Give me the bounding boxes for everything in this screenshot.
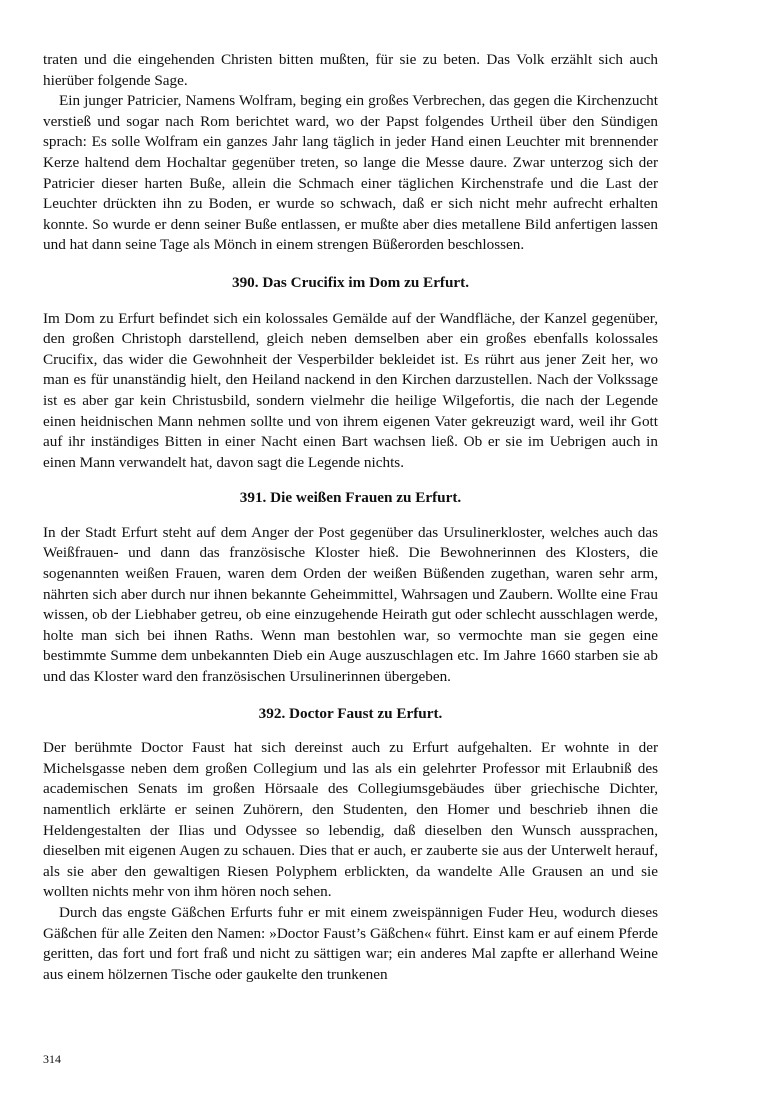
paragraph-faust-alley: Durch das engste Gäßchen Erfurts fuhr er mit einem zweispännigen Fuder Heu, wodurch dieses Gäßchen für alle Zeiten den Namen: »Doctor Faust’s Gäßchen« führt. Einst kam er auf einem Pferde geritten, das fort und fort fraß und nicht zu sättigen war; ein anderes Mal zapfte er allerhand Weine aus einem hölzernen Tische oder gaukelte den trunkenen: [43, 903, 658, 983]
paragraph-faust-intro: Der berühmte Doctor Faust hat sich dereinst auch zu Erfurt aufgehalten. Er wohnte in der Michelsgasse neben dem großen Collegium und las als ein gelehrter Professor mit Erlaubniß des academischen Senats im großen Hörsaale des Collegiumsgebäudes über griechische Dichter, namentlich erklärte er seinen Zuhörern, den Studenten, den Homer und beschrieb ihnen die Heldengestalten der Ilias und Odyssee so lebendig, daß dieselben den Wunsch aussprachen, dieselben mit eigenen Augen zu schauen. Dies that er auch, er zauberte sie aus der Unterwelt herauf, als sie aber den gewaltigen Riesen Polyphem erblickten, da wandelte Alle Grausen an und sie wollten nichts mehr von ihm hören noch sehen.: [43, 739, 658, 901]
section-heading-390: 390. Das Crucifix im Dom zu Erfurt.: [231, 273, 470, 291]
paragraph-wolfram-legend: Ein junger Patricier, Namens Wolfram, beging ein großes Verbrechen, das gegen die Kirchenzucht verstieß und sogar nach Rom berichtet ward, wo der Papst folgendes Urtheil über den Sündigen sprach: Es solle Wolfram ein ganzes Jahr lang täglich in jeder Hand einen Leuchter mit brennender Kerze haltend dem Hochaltar gegenüber treten, so lange die Messe daure. Zwar unterzog sich der Patricier dieser harten Buße, allein die Schmach einer täglichen Kirchenstrafe und die Last der Leuchter drückten ihn zu Boden, er wurde so schwach, daß er sich nicht mehr aufrecht erhalten konnte. So wurde er denn seiner Buße entlassen, er mußte aber dies metallene Bild anfertigen lassen und hat dann seine Tage als Mönch in einem strengen Büßerorden beschlossen.: [43, 92, 658, 254]
paragraph-white-women: In der Stadt Erfurt steht auf dem Anger der Post gegenüber das Ursulinerkloster, welches auch das Weißfrauen- und dann das französische Kloster hieß. Die Bewohnerinnen des Klosters, die sogenannten weißen Frauen, waren dem Orden der weißen Büßenden zugethan, waren sehr arm, nährten sich aber durch nur ihnen bekannte Geheimmittel, Wahrsagen und Zaubern. Wollte eine Frau wissen, ob der Liebhaber getreu, ob eine einzugehende Heirath gut oder schlecht ausschlagen werde, holte man sich bei ihnen Raths. Wenn man bestohlen war, so vermochte man sie gegen eine bestimmte Summe dem unbekannten Dieb ein Auge auszuschlagen etc. Im Jahre 1660 starben sie ab und das Kloster ward den französischen Ursulinerinnen übergeben.: [43, 523, 658, 686]
section-heading-392: 392. Doctor Faust zu Erfurt.: [258, 704, 443, 722]
paragraph-crucifix: Im Dom zu Erfurt befindet sich ein kolossales Gemälde auf der Wandfläche, der Kanzel gegenüber, den großen Christoph darstellend, gleich neben demselben aber ein großes ebenfalls kolossales Crucifix, das wider die Gewohnheit der Vesperbilder bekleidet ist. Es rührt aus jener Zeit her, wo man es für unanständig hielt, den Heiland nackend in den Kirchen darzustellen. Nach der Volkssage ist es aber gar kein Christusbild, sondern vielmehr die heilige Wilgefortis, die nach der Legende einen heidnischen Mann nehmen sollte und von ihrem eigenen Vater gekreuzigt ward, weil ihr Gott auf ihr inständiges Bitten in einer Nacht einen Bart wachsen ließ. Ob er sie im Uebrigen auch in einen Mann verwandelt hat, davon sagt die Legende nichts.: [43, 309, 658, 471]
paragraph-continuation: traten und die eingehenden Christen bitten mußten, für sie zu beten. Das Volk erzählt sich auch hierüber folgende Sage.: [43, 51, 658, 89]
page-text-block: [43, 50, 658, 985]
section-heading-391: 391. Die weißen Frauen zu Erfurt.: [239, 489, 462, 507]
page-number: 314: [43, 1052, 61, 1066]
